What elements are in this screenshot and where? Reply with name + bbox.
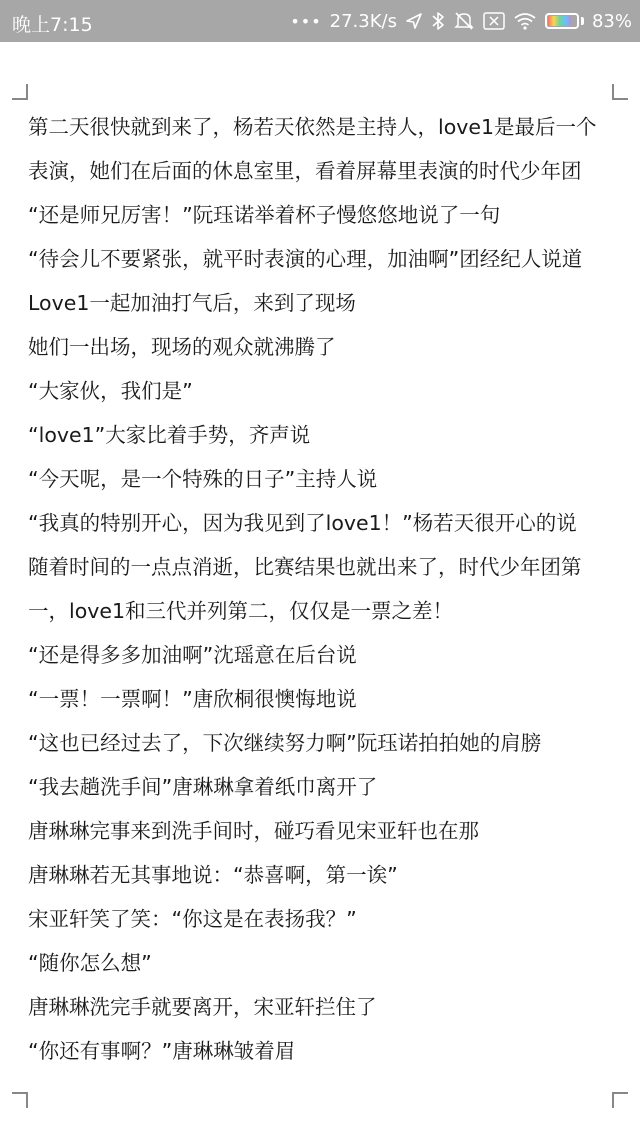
- document-body: [28, 105, 614, 1073]
- document-line: “今天呢，是一个特殊的日子”主持人说: [28, 467, 378, 491]
- document-line: 一，love1和三代并列第二，仅仅是一票之差！: [28, 599, 454, 623]
- close-box-icon: [483, 12, 505, 30]
- document-line: “这也已经过去了，下次继续努力啊”阮珏诺拍拍她的肩膀: [28, 731, 542, 755]
- document-line: “我真的特别开心，因为我见到了love1！”杨若天很开心的说: [28, 511, 577, 535]
- status-icons: [290, 8, 632, 34]
- crop-mark-top-right: [612, 84, 628, 100]
- status-time: 晚上7:15: [12, 14, 93, 36]
- document-line: 随着时间的一点点消逝，比赛结果也就出来了，时代少年团第: [28, 555, 582, 579]
- crop-mark-bottom-left: [12, 1092, 28, 1108]
- document-line: 第二天很快就到来了，杨若天依然是主持人，love1是最后一个: [28, 115, 597, 139]
- document-line: “love1”大家比着手势，齐声说: [28, 423, 311, 447]
- signal-dots: •••: [290, 11, 322, 31]
- document-line: “一票！一票啊！”唐欣桐很懊悔地说: [28, 687, 357, 711]
- mute-icon: [453, 10, 475, 32]
- battery-icon: [545, 13, 579, 29]
- status-bar: [0, 0, 640, 42]
- document-line: 唐琳琳完事来到洗手间时，碰巧看见宋亚轩也在那: [28, 819, 479, 843]
- battery-percent: 83%: [591, 10, 632, 32]
- document-line: 她们一出场，现场的观众就沸腾了: [28, 335, 336, 359]
- battery-fill: [548, 16, 571, 26]
- battery-tip: [581, 17, 584, 25]
- document-line: “我去趟洗手间”唐琳琳拿着纸巾离开了: [28, 775, 378, 799]
- location-icon: [405, 12, 423, 30]
- document-line: “还是得多多加油啊”沈瑶意在后台说: [28, 643, 357, 667]
- document-line: 唐琳琳洗完手就要离开，宋亚轩拦住了: [28, 995, 377, 1019]
- document-line: 唐琳琳若无其事地说：“恭喜啊，第一诶”: [28, 863, 398, 887]
- document-line: “随你怎么想”: [28, 951, 152, 975]
- document-line: 宋亚轩笑了笑：“你这是在表扬我？”: [28, 907, 357, 931]
- network-speed: 27.3K/s: [329, 10, 397, 32]
- document-line: “大家伙，我们是”: [28, 379, 193, 403]
- document-line: 表演，她们在后面的休息室里，看着屏幕里表演的时代少年团: [28, 159, 582, 183]
- document-line: “还是师兄厉害！”阮珏诺举着杯子慢悠悠地说了一句: [28, 203, 501, 227]
- document-line: Love1一起加油打气后，来到了现场: [28, 291, 356, 315]
- bluetooth-icon: [431, 11, 445, 31]
- crop-mark-bottom-right: [612, 1092, 628, 1108]
- wifi-icon: [513, 12, 537, 30]
- document-line: “待会儿不要紧张，就平时表演的心理，加油啊”团经纪人说道: [28, 247, 583, 271]
- crop-mark-top-left: [12, 84, 28, 100]
- document-line: “你还有事啊？”唐琳琳皱着眉: [28, 1039, 296, 1063]
